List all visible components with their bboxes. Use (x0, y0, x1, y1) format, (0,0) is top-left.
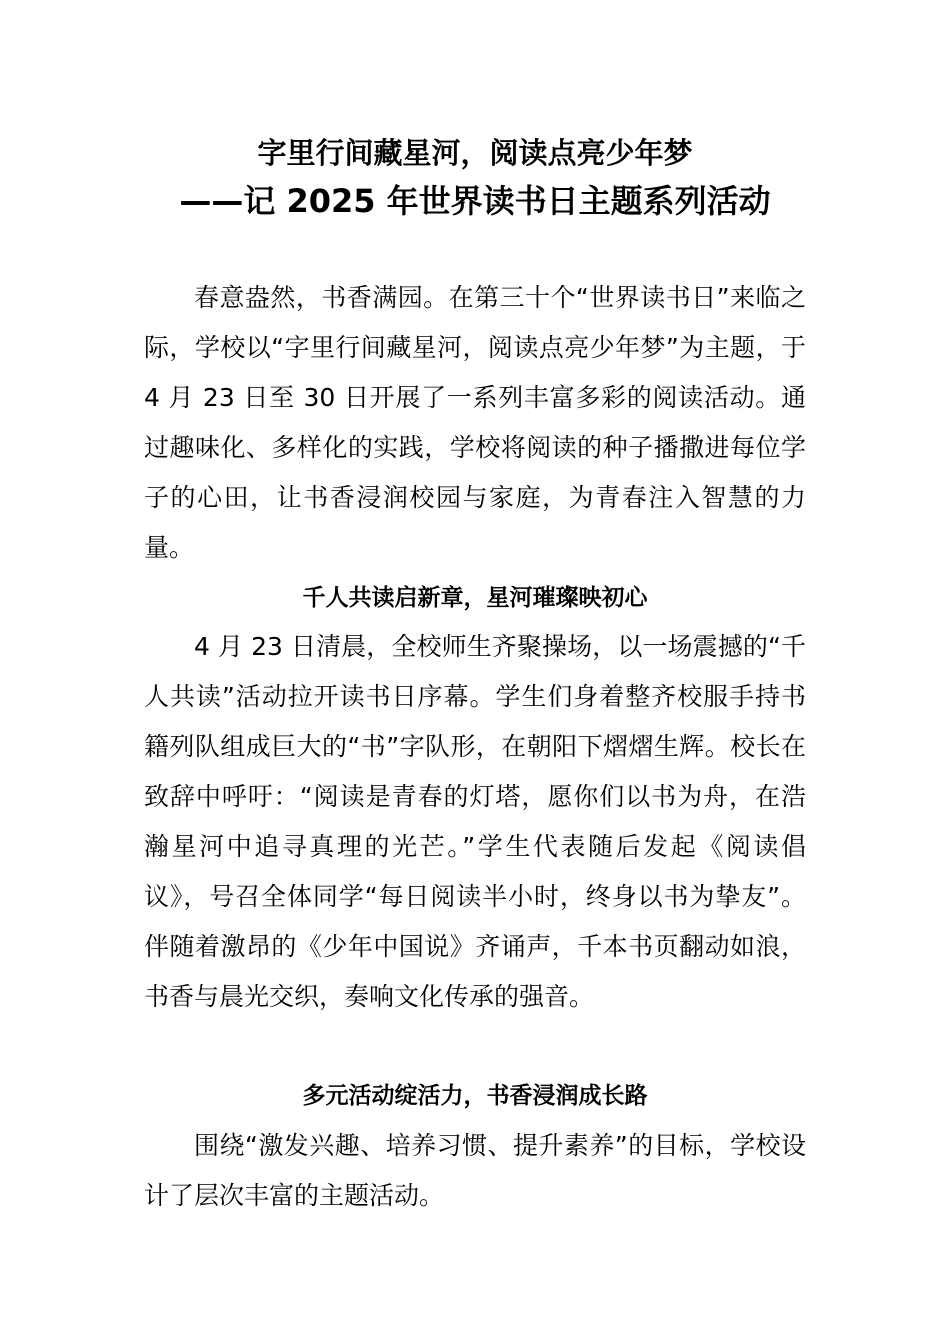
section-heading-diverse-activities: 多元活动绽活力，书香浸润成长路 (302, 1083, 648, 1109)
section-heading-reading-together: 千人共读启新章，星河璀璨映初心 (302, 585, 648, 611)
document-subtitle: ——记 2025 年世界读书日主题系列活动 (179, 182, 771, 220)
reading-together-paragraph: 4 月 23 日清晨，全校师生齐聚操场，以一场震撼的“千人共读”活动拉开读书日序幕。学生们身着整齐校服手持书籍列队组成巨大的“书”字队形，在朝阳下熠熠生辉。校长在致辞中呼吁：“阅读是青春的灯塔，愿你们以书为舟，在浩瀚星河中追寻真理的光芒。”学生代表随后发起《阅读倡议》，号召全体同学“每日阅读半小时，终身以书为挚友”。伴随着激昂的《少年中国说》齐诵声，千本书页翻动如浪，书香与晨光交织，奏响文化传承的强音。 (144, 632, 806, 1011)
diverse-activities-paragraph: 围绕“激发兴趣、培养习惯、提升素养”的目标，学校设计了层次丰富的主题活动。 (144, 1131, 806, 1210)
document-title: 字里行间藏星河，阅读点亮少年梦 (257, 136, 693, 170)
intro-paragraph: 春意盎然，书香满园。在第三十个“世界读书日”来临之际，学校以“字里行间藏星河，阅读点亮少年梦”为主题，于 4 月 23 日至 30 日开展了一系列丰富多彩的阅读活动。通过趣味化、多样化的实践，学校将阅读的种子播撒进每位学子的心田，让书香浸润校园与家庭，为青春注入智慧的力量。 (144, 283, 806, 562)
